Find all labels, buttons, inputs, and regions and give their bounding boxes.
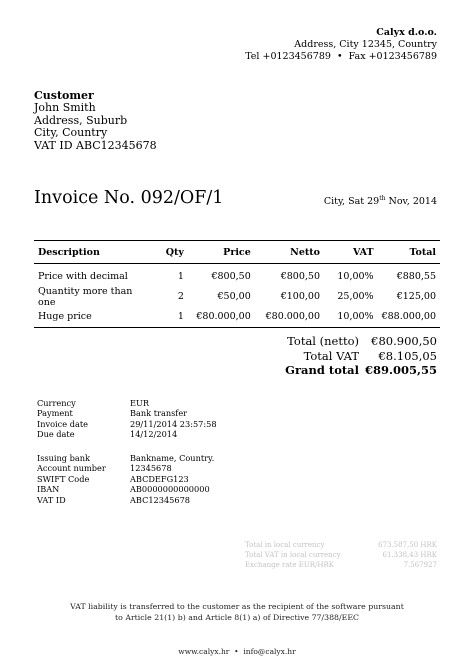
detail-value: 29/11/2014 23:57:58 — [130, 418, 217, 429]
cell-netto: €800,50 — [280, 271, 321, 283]
note-line-2: to Article 21(1) b) and Article 8(1) a) of Directive 77/388/EEC — [115, 612, 359, 622]
bank-details — [37, 453, 214, 505]
detail-label: Currency — [37, 398, 76, 408]
grand-total-label: Grand total — [285, 363, 359, 377]
payment-details — [37, 398, 217, 440]
customer-name: John Smith — [34, 101, 96, 115]
detail-value: 12345678 — [130, 463, 172, 474]
cell-total: €880,55 — [396, 271, 436, 283]
local-label: Total VAT in local currency — [245, 551, 341, 559]
vat-liability-note — [0, 602, 474, 623]
header-description: Description — [34, 241, 150, 264]
detail-value: Bank transfer — [130, 408, 188, 419]
local-label: Total in local currency — [245, 541, 325, 549]
local-value: 7.567927 — [403, 561, 437, 569]
total-vat-row — [285, 349, 437, 364]
table-row — [34, 308, 440, 328]
local-value: 61.338,43 HRK — [382, 551, 437, 559]
table-header-row — [34, 241, 440, 264]
detail-row — [37, 474, 214, 484]
cell-price: €800,50 — [211, 271, 251, 283]
total-netto-row — [285, 334, 437, 349]
cell-total: €88.000,00 — [378, 308, 440, 328]
detail-row — [37, 429, 217, 439]
detail-row — [37, 419, 217, 429]
cell-qty: 1 — [177, 271, 184, 283]
tel-number: +0123456789 — [262, 51, 331, 62]
local-row — [245, 560, 437, 570]
cell-vat: 10,00% — [324, 308, 378, 328]
table-row — [34, 286, 440, 308]
total-vat-value: €8.105,05 — [378, 348, 437, 363]
company-name: Calyx d.o.o. — [376, 27, 437, 38]
fax-number: +0123456789 — [368, 51, 437, 62]
header-qty: Qty — [150, 241, 188, 264]
cell-qty: 2 — [177, 291, 184, 302]
customer-city: City, Country — [34, 126, 108, 140]
header-vat: VAT — [324, 241, 378, 264]
invoice-date-rest: Nov, 2014 — [385, 196, 437, 208]
detail-label: Payment — [37, 408, 73, 419]
detail-value: Bankname, Country. — [130, 453, 215, 463]
local-currency-block — [245, 540, 437, 570]
grand-total-row — [285, 363, 437, 378]
cell-description: Huge price — [34, 308, 150, 328]
customer-heading: Customer — [34, 89, 94, 102]
total-netto-value: €80.900,50 — [371, 334, 437, 348]
customer-vat-id: VAT ID ABC12345678 — [34, 138, 157, 152]
customer-block — [34, 90, 157, 152]
grand-total-value: €89.005,55 — [364, 363, 437, 377]
detail-label: IBAN — [37, 484, 60, 495]
detail-value: ABCDEFG123 — [130, 473, 189, 484]
detail-label: Account number — [37, 463, 106, 474]
detail-label: SWIFT Code — [37, 473, 90, 484]
detail-label: VAT ID — [37, 494, 66, 505]
customer-address: Address, Suburb — [34, 113, 128, 127]
detail-label: Issuing bank — [37, 453, 91, 463]
detail-value: AB0000000000000 — [130, 484, 210, 495]
local-row — [245, 550, 437, 560]
cell-total: €125,00 — [396, 291, 436, 302]
company-address: Address, City 12345, Country — [294, 39, 437, 50]
header-total: Total — [378, 241, 440, 264]
local-label: Exchange rate EUR/HRK — [245, 561, 334, 569]
cell-description: Price with decimal — [38, 271, 128, 283]
detail-value: EUR — [130, 398, 150, 408]
header-price: Price — [188, 241, 255, 264]
cell-vat: 10,00% — [337, 271, 374, 283]
invoice-title: Invoice No. 092/OF/1 — [34, 188, 224, 208]
cell-description: Quantity more than one — [38, 285, 133, 308]
invoice-date-prefix: City, Sat 29 — [323, 196, 380, 208]
detail-label: Invoice date — [37, 418, 88, 429]
cell-netto: €100,00 — [280, 291, 321, 302]
footer-contact: www.calyx.hr • info@calyx.hr — [178, 647, 296, 656]
detail-row — [37, 484, 214, 494]
detail-value: 14/12/2014 — [130, 429, 178, 440]
local-row — [245, 540, 437, 550]
local-value: 673.587,50 HRK — [378, 541, 437, 549]
items-table — [34, 240, 440, 328]
detail-row — [37, 453, 214, 463]
cell-netto: €80.000,00 — [255, 308, 324, 328]
note-line-1: VAT liability is transferred to the customer as the recipient of the software pursuant — [70, 602, 404, 611]
detail-row — [37, 495, 214, 505]
totals-block — [285, 334, 437, 378]
company-contact: Tel +0123456789 • Fax +0123456789 — [245, 51, 437, 62]
company-header — [245, 27, 437, 63]
cell-qty: 1 — [150, 308, 188, 328]
detail-row — [37, 408, 217, 418]
detail-row — [37, 398, 217, 408]
table-row — [34, 264, 440, 286]
invoice-date — [324, 195, 437, 207]
invoice-date-suffix-sup: th — [379, 195, 386, 202]
tel-label: Tel — [245, 51, 260, 62]
detail-label: Due date — [37, 429, 75, 440]
fax-label: Fax — [348, 51, 366, 62]
detail-row — [37, 463, 214, 473]
total-vat-label: Total VAT — [303, 348, 359, 363]
detail-value: ABC12345678 — [130, 494, 191, 505]
footer-email[interactable]: info@calyx.hr — [243, 647, 296, 656]
cell-price: €50,00 — [217, 291, 251, 302]
cell-price: €80.000,00 — [188, 308, 255, 328]
header-netto: Netto — [255, 241, 324, 264]
footer-website[interactable]: www.calyx.hr — [178, 647, 230, 656]
total-netto-label: Total (netto) — [287, 334, 359, 348]
cell-vat: 25,00% — [337, 291, 374, 302]
